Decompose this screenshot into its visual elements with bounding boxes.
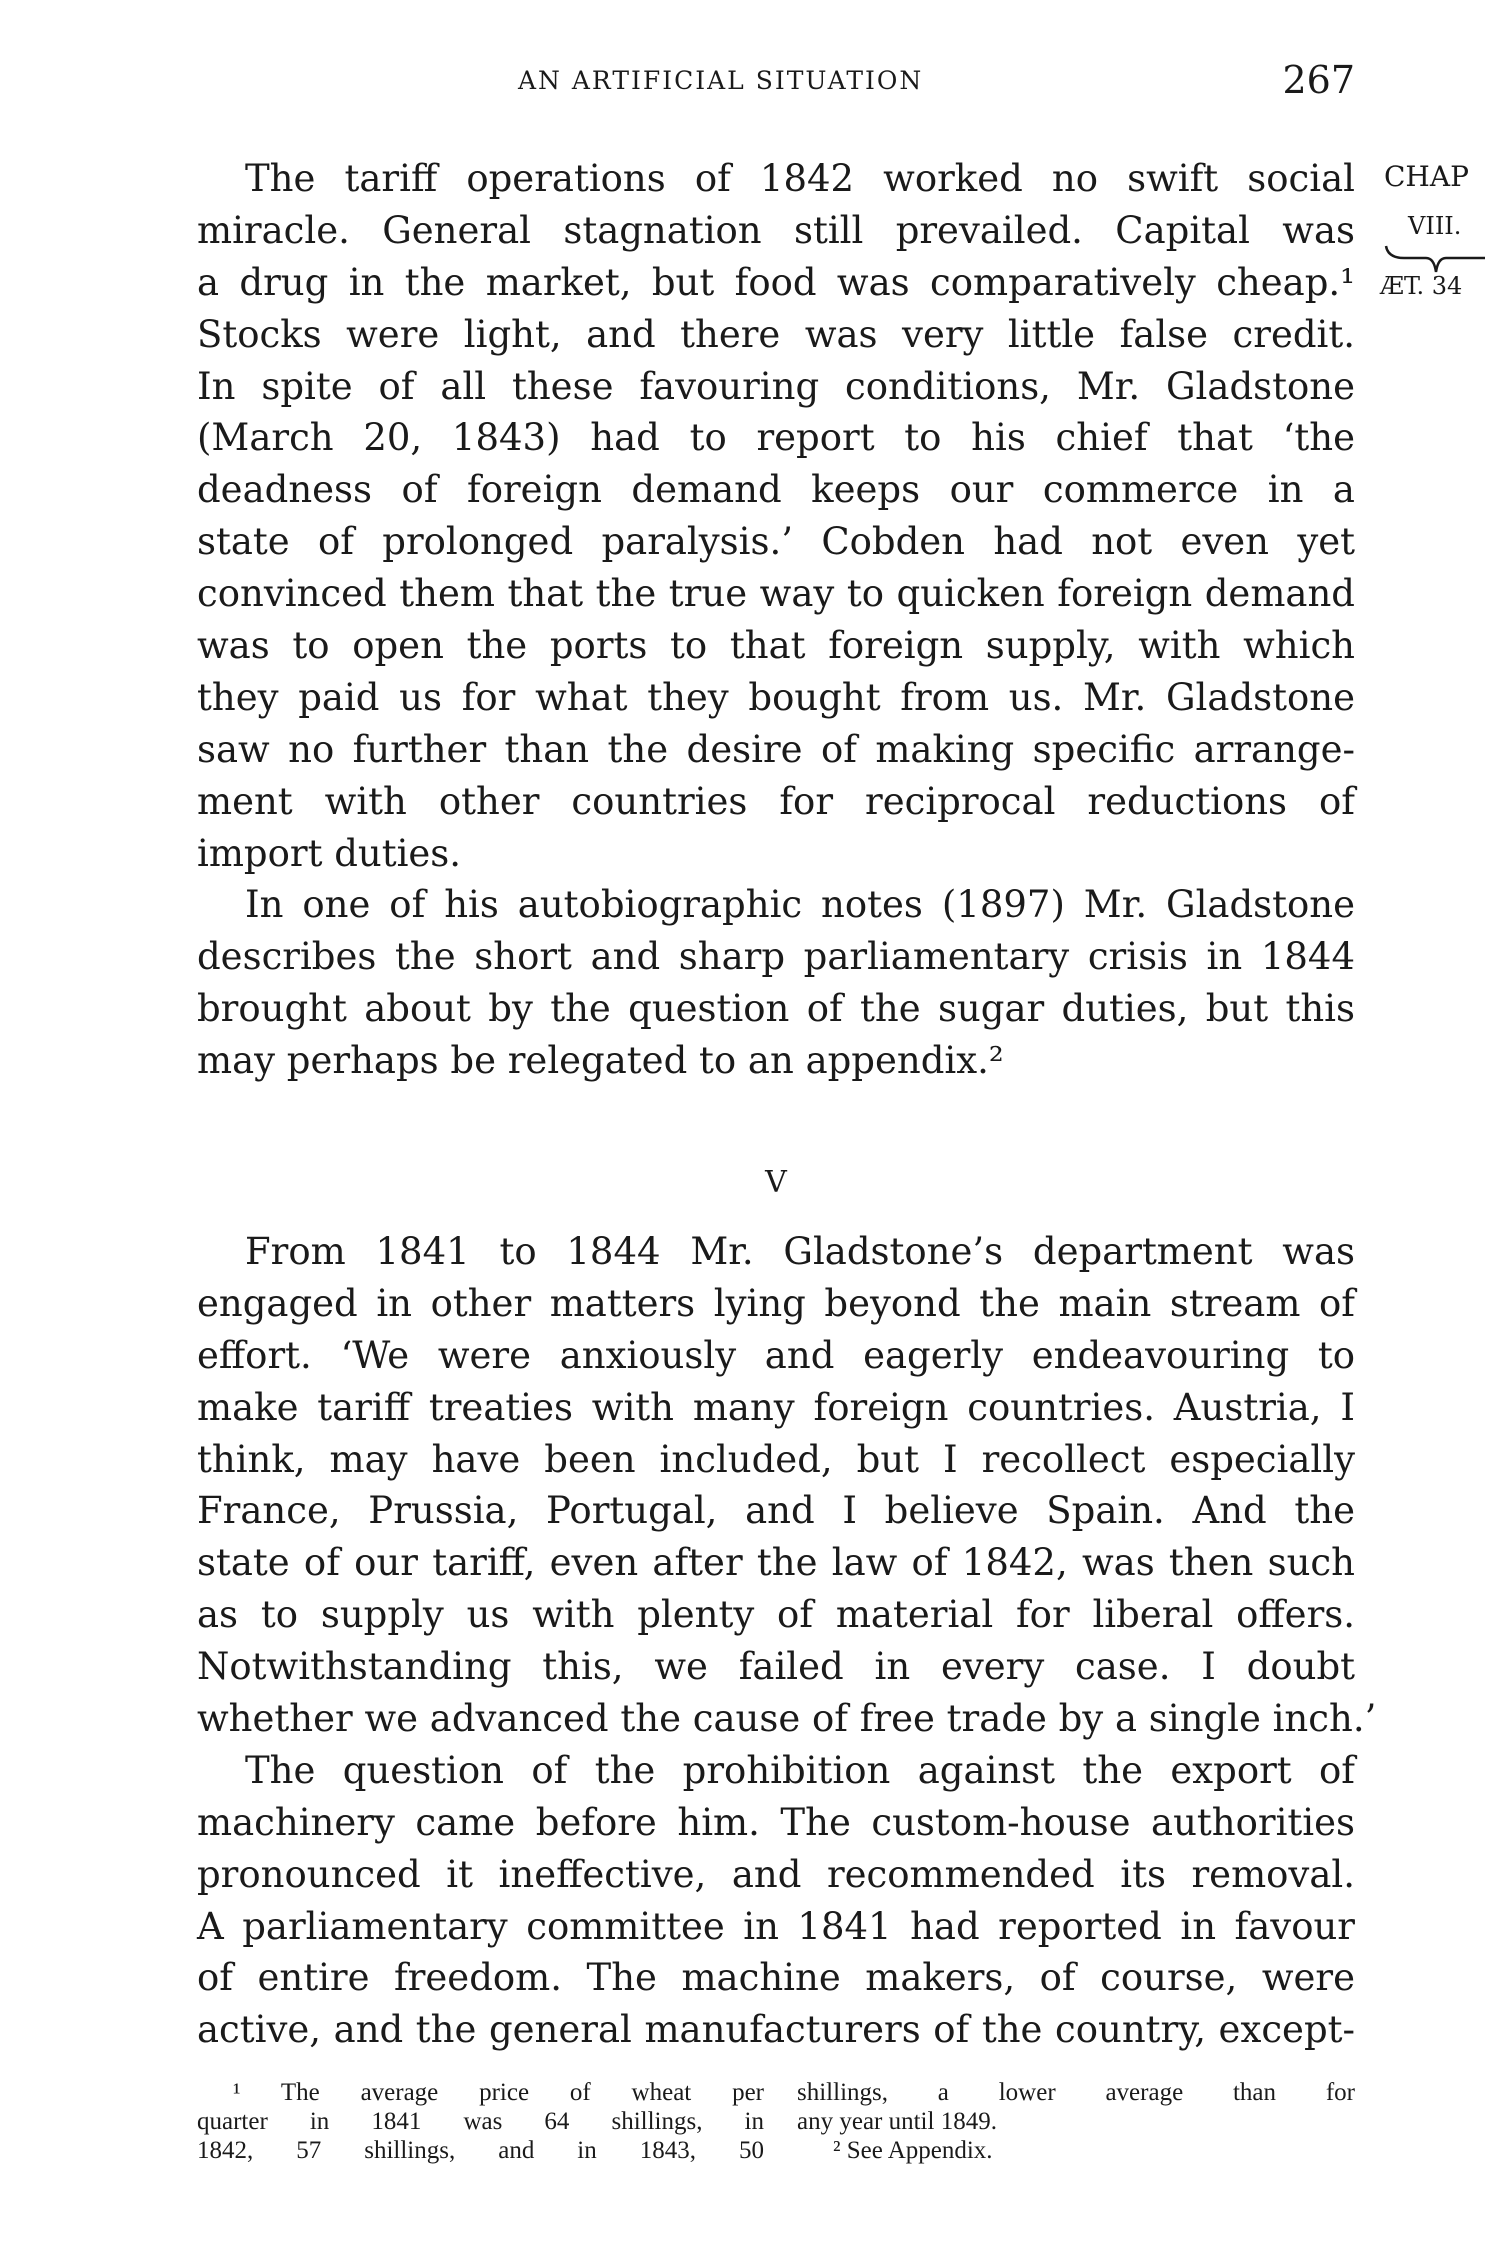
footnote-line: 1842, 57 shillings, and in 1843, 50 xyxy=(197,2137,764,2164)
text-line: of entire freedom. The machine makers, of course, were xyxy=(197,1956,1355,2000)
text-line: ment with other countries for reciprocal reductions of xyxy=(197,779,1355,823)
footnote-line: quarter in 1841 was 64 shillings, in xyxy=(197,2108,764,2135)
text-line: a drug in the market, but food was comparatively cheap.¹ xyxy=(197,260,1355,304)
footnote-line: ¹ The average price of wheat per xyxy=(233,2079,764,2106)
text-line: deadness of foreign demand keeps our commerce in a xyxy=(197,468,1355,512)
text-line: Stocks were light, and there was very little false credit. xyxy=(197,312,1355,356)
footnotes-left xyxy=(197,2078,764,2165)
page-number: 267 xyxy=(1282,58,1355,102)
text-line: was to open the ports to that foreign supply, with which xyxy=(197,624,1355,668)
margin-age: ÆT. 34 xyxy=(1380,272,1463,300)
text-line: A parliamentary committee in 1841 had reported in favour xyxy=(197,1904,1355,1948)
section-marker: V xyxy=(765,1165,787,1200)
text-line: engaged in other matters lying beyond the main stream of xyxy=(197,1281,1355,1325)
text-line: From 1841 to 1844 Mr. Gladstone’s department was xyxy=(245,1230,1355,1273)
text-line: as to supply us with plenty of material for liberal offers. xyxy=(197,1593,1355,1637)
footnote-line: shillings, a lower average than for xyxy=(797,2079,1355,2106)
text-line: pronounced it ineffective, and recommended its removal. xyxy=(197,1852,1355,1896)
margin-chapter-number: VIII. xyxy=(1408,212,1462,240)
body-block-1 xyxy=(197,153,1355,1087)
footnotes-right xyxy=(797,2078,1355,2165)
text-line: whether we advanced the cause of free trade by a single inch.’ xyxy=(197,1697,1377,1741)
text-line: active, and the general manufacturers of the country, except- xyxy=(197,2008,1355,2052)
running-title: AN ARTIFICIAL SITUATION xyxy=(518,66,924,95)
text-line: In one of his autobiographic notes (1897) Mr. Gladstone xyxy=(245,883,1355,927)
text-line: may perhaps be relegated to an appendix.² xyxy=(197,1039,1004,1083)
text-line: convinced them that the true way to quicken foreign demand xyxy=(197,572,1355,616)
text-line: saw no further than the desire of making specific arrange- xyxy=(197,727,1355,771)
text-line: miracle. General stagnation still prevailed. Capital was xyxy=(197,208,1355,252)
footnote-line: ² See Appendix. xyxy=(833,2137,993,2164)
text-line: The tariff operations of 1842 worked no swift social xyxy=(245,157,1355,200)
text-line: The question of the prohibition against the export of xyxy=(245,1748,1355,1792)
text-line: France, Prussia, Portugal, and I believe Spain. And the xyxy=(197,1489,1355,1533)
text-line: describes the short and sharp parliamentary crisis in 1844 xyxy=(197,935,1355,979)
text-line: state of our tariff, even after the law of 1842, was then such xyxy=(197,1541,1355,1585)
text-line: brought about by the question of the sugar duties, but this xyxy=(197,987,1355,1031)
footnote-line: any year until 1849. xyxy=(797,2108,997,2135)
text-line: state of prolonged paralysis.’ Cobden had not even yet xyxy=(197,520,1355,564)
margin-chapter: CHAP xyxy=(1384,160,1469,193)
body-block-2 xyxy=(197,1226,1377,2056)
text-line: they paid us for what they bought from us. Mr. Gladstone xyxy=(197,675,1355,719)
text-line: machinery came before him. The custom-house authorities xyxy=(197,1800,1355,1844)
text-line: import duties. xyxy=(197,831,462,875)
text-line: think, may have been included, but I recollect especially xyxy=(197,1437,1355,1481)
text-line: effort. ‘We were anxiously and eagerly endeavouring to xyxy=(197,1333,1355,1377)
text-line: (March 20, 1843) had to report to his chief that ‘the xyxy=(197,416,1355,460)
text-line: Notwithstanding this, we failed in every case. I doubt xyxy=(197,1645,1355,1689)
text-line: In spite of all these favouring conditions, Mr. Gladstone xyxy=(197,364,1355,408)
text-line: make tariff treaties with many foreign countries. Austria, I xyxy=(197,1385,1355,1429)
